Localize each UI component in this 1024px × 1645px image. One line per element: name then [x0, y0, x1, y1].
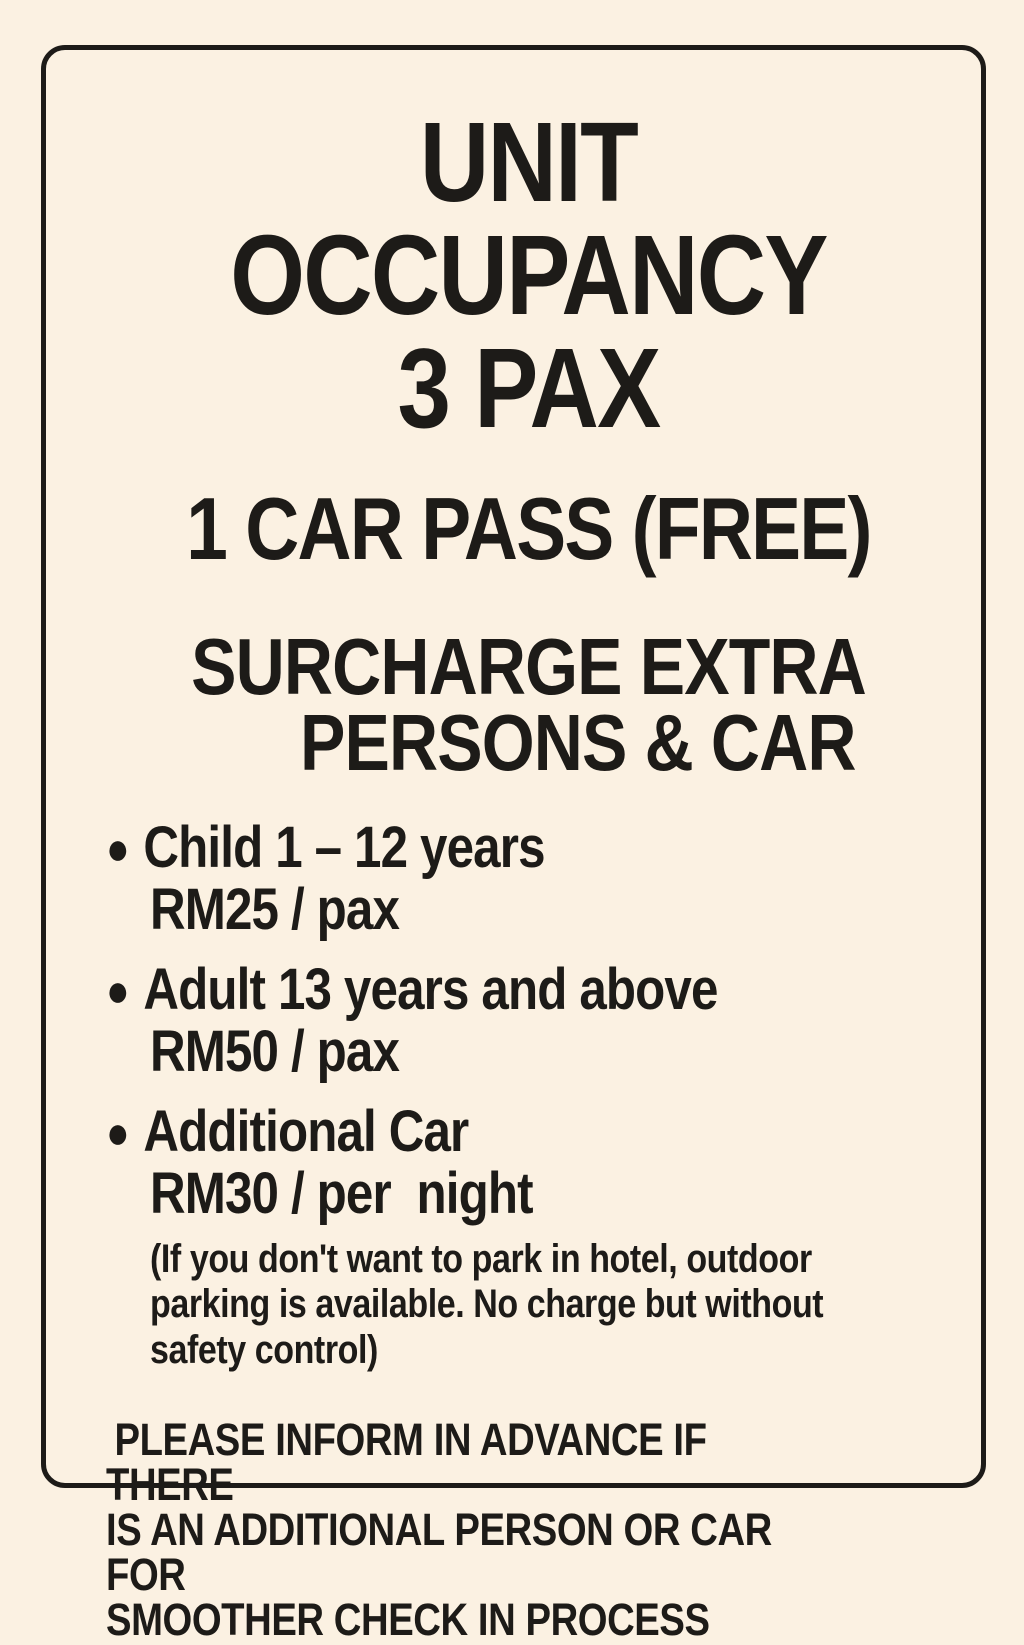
list-item-row: [106, 817, 824, 879]
parking-note-line-3: safety control): [150, 1327, 378, 1372]
list-item-row: [106, 1101, 824, 1163]
item-label: Additional Car: [143, 1099, 469, 1165]
item-label: Child 1 – 12 years: [143, 815, 545, 880]
parking-note-line-2: parking is available. No charge but without: [150, 1282, 824, 1327]
title-line-2: 3 PAX: [397, 325, 660, 451]
surcharge-heading: [169, 622, 887, 787]
surcharge-heading-line-1: SURCHARGE EXTRA: [191, 622, 866, 711]
car-pass-subtitle: 1 CAR PASS (FREE): [186, 479, 871, 578]
surcharge-heading-line-2: PERSONS & CAR: [299, 698, 856, 787]
list-item-row: [106, 959, 824, 1021]
sign-title: [169, 99, 887, 451]
item-price: RM50 / pax: [150, 1019, 400, 1085]
sign-board: [41, 45, 986, 1645]
footer-line-2: IS AN ADDITIONAL PERSON OR CAR FOR: [106, 1503, 772, 1600]
bullet-icon: ●: [106, 964, 129, 1017]
parking-note-line-1: (If you don't want to park in hotel, outdoor: [150, 1237, 812, 1282]
item-price: RM30 / per night: [150, 1161, 533, 1227]
parking-note: [150, 1237, 831, 1373]
footer-notice: [106, 1413, 824, 1645]
item-price: RM25 / pax: [150, 877, 400, 943]
title-line-1: UNIT OCCUPANCY: [230, 99, 827, 338]
bullet-icon: ●: [106, 822, 129, 874]
surcharge-list: [106, 817, 951, 1373]
bullet-icon: ●: [106, 1106, 129, 1159]
list-item-additional-car: [106, 1101, 951, 1373]
list-item-adult: [106, 959, 951, 1083]
footer-line-1: PLEASE INFORM IN ADVANCE IF THERE: [106, 1413, 707, 1510]
footer-line-3: SMOOTHER CHECK IN PROCESS: [106, 1593, 710, 1645]
list-item-child: [106, 817, 951, 941]
item-label: Adult 13 years and above: [143, 957, 718, 1023]
